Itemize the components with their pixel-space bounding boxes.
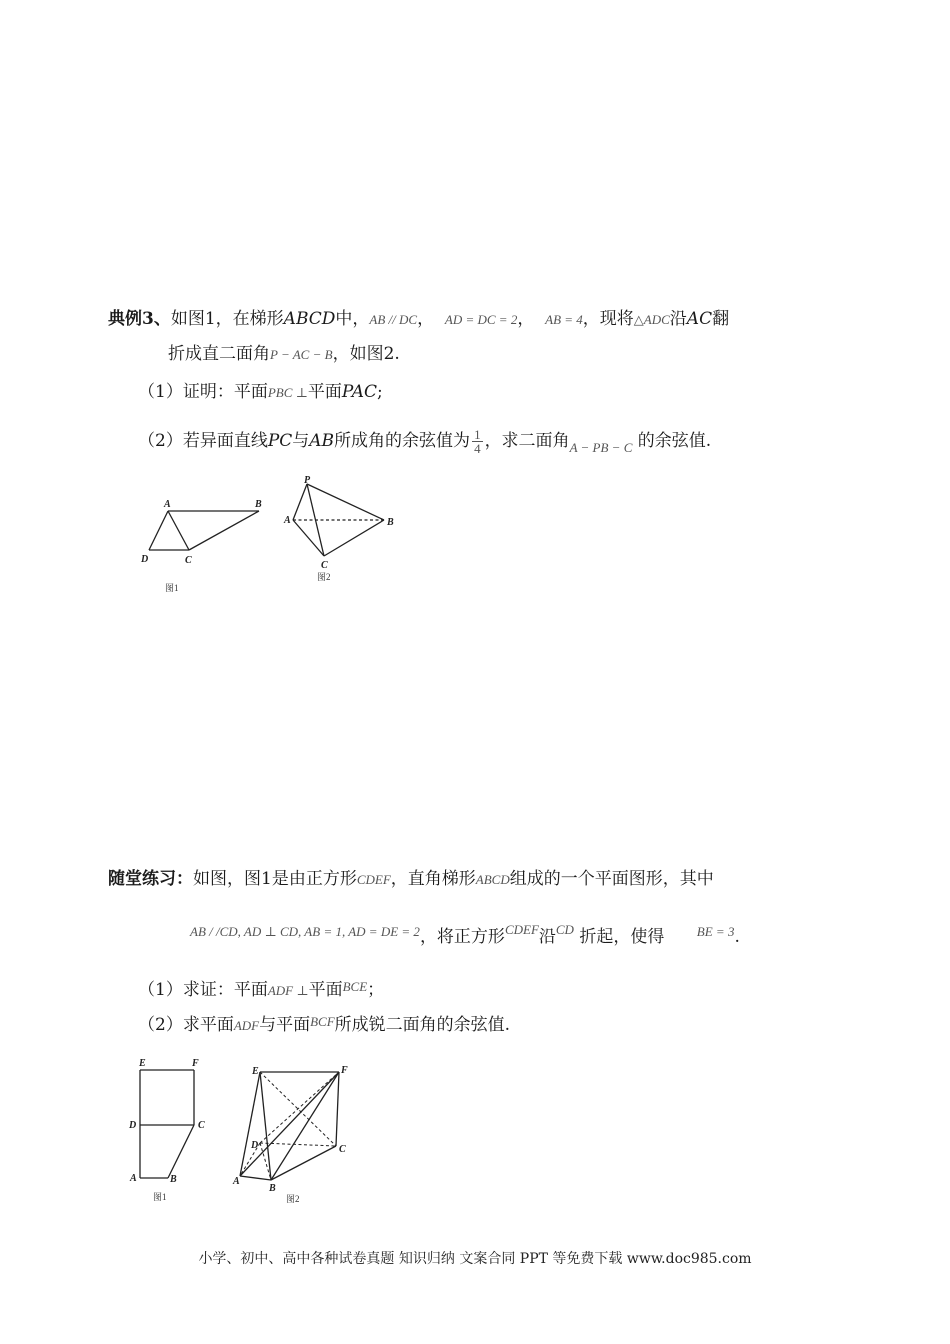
- fig3-label-f: F: [192, 1058, 199, 1069]
- example3-question1: （1）证明：平面PBC ⊥平面PAC;: [138, 382, 383, 402]
- fig2-label-p: P: [304, 475, 311, 486]
- practice-question1: （1）求证：平面ADF ⊥平面$^{BCE}$；: [138, 979, 385, 1000]
- fig4-label-c: C: [339, 1144, 346, 1155]
- fraction-one-quarter: $\frac{1}{4}$: [474, 427, 481, 456]
- figure-trapezoid: [135, 492, 275, 602]
- fig3-label-a: A: [130, 1173, 137, 1184]
- fig3-label-e: E: [139, 1058, 146, 1069]
- fig2-caption: 图2: [317, 572, 331, 582]
- fig3-label-b: B: [170, 1174, 177, 1185]
- fig4-caption: 图2: [286, 1194, 300, 1204]
- example3-line1: 典例3、如图1，在梯形ABCD中，AB // DC， AD = DC = 2， AB = 4，现将△ADC沿AC翻: [108, 309, 730, 329]
- fig3-caption: 图1: [153, 1192, 167, 1202]
- fig4-label-b: B: [269, 1183, 276, 1194]
- fig4-label-d: D: [251, 1140, 259, 1151]
- practice-label: 随堂练习：: [108, 869, 193, 889]
- figure-tetrahedron: [280, 474, 410, 586]
- practice-question2: （2）求平面ADF与平面$^{BCF}$所成锐二面角的余弦值.: [138, 1014, 511, 1035]
- example3-line2: 折成直二面角P − AC − B，如图2.: [168, 344, 400, 364]
- footer-text: 小学、初中、高中各种试卷真题 知识归纳 文案合同 PPT 等免费下载 www.doc985.com: [198, 1251, 752, 1267]
- fig4-label-a: A: [233, 1176, 240, 1187]
- fig4-label-f: F: [341, 1065, 348, 1076]
- fig2-label-b: B: [387, 517, 394, 528]
- figure-folded-solid: [228, 1060, 358, 1208]
- fig3-label-d: D: [129, 1120, 137, 1131]
- fig2-label-c: C: [321, 560, 328, 571]
- practice-line1: 随堂练习：如图，图1是由正方形CDEF，直角梯形ABCD组成的一个平面图形，其中: [108, 869, 714, 889]
- practice-line2: $^{AB / /CD, AD \perp CD, AB = 1, AD = DE = 2}$，将正方形$^{CDEF}$沿$^{CD}$ 折起，使得 $^{BE = 3}$.: [190, 922, 740, 947]
- fig1-label-d: D: [141, 554, 149, 565]
- fig1-label-b: B: [255, 499, 262, 510]
- figure-square-trapezoid: [125, 1054, 225, 1206]
- fig4-label-e: E: [252, 1066, 259, 1077]
- example3-label: 典例3、: [108, 309, 171, 329]
- fig1-caption: 图1: [165, 583, 179, 593]
- example3-question2: （2）若异面直线PC与AB所成角的余弦值为 $\frac{1}{4}$ ，求二面角$_{A - PB - C}$ 的余弦值.: [138, 427, 712, 456]
- fig2-label-a: A: [284, 515, 291, 526]
- fig1-label-a: A: [164, 499, 171, 510]
- fig3-label-c: C: [198, 1120, 205, 1131]
- fig1-label-c: C: [185, 555, 192, 566]
